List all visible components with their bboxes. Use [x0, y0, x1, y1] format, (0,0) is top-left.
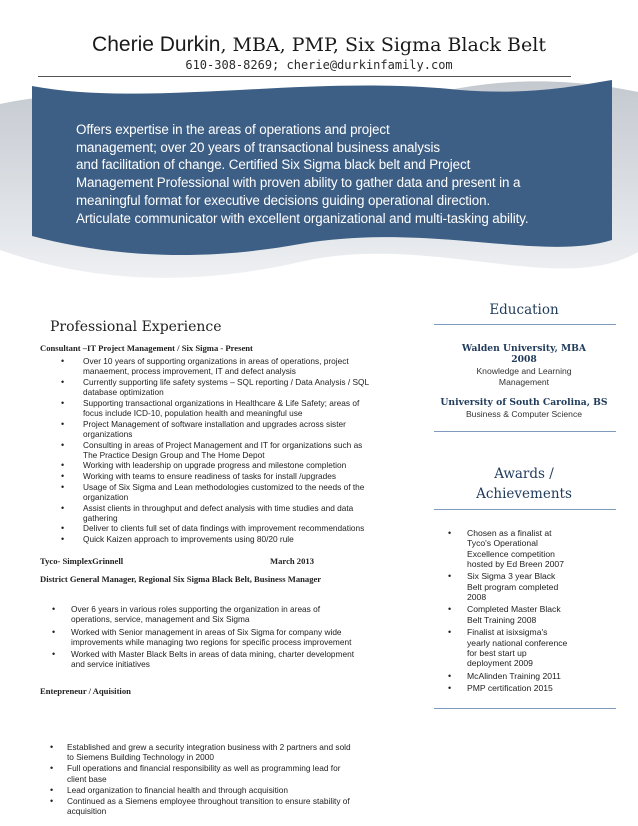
list-item: • Working with leadership on upgrade progress and milestone completion — [83, 460, 423, 470]
school-detail: Knowledge and Learning Management — [476, 366, 572, 387]
list-item: • Deliver to clients full set of data findings with improvement recommendations — [83, 523, 423, 533]
awards-list — [467, 528, 617, 696]
education-heading: Education — [489, 302, 559, 318]
job1-bullets — [83, 356, 423, 545]
list-item: • Worked with Master Black Belts in areas of data mining, charter development and service initiatives — [71, 649, 421, 670]
education-divider — [434, 324, 616, 325]
list-item: • Over 10 years of supporting organizations in areas of operations, project manaement, process improvement, IT and defect analysis — [83, 356, 423, 377]
contact-info: 610-308-8269; cherie@durkinfamily.com — [185, 58, 453, 72]
job2-bullets — [71, 604, 421, 672]
list-item: • Chosen as a finalist at Tyco's Operational Excellence competition hosted by Ed Breen 2007 — [467, 528, 617, 569]
candidate-credentials: , MBA, PMP, Six Sigma Black Belt — [220, 34, 546, 56]
job2-company: Tyco- SimplexGrinnell — [40, 556, 124, 566]
summary-line: Articulate communicator with excellent organizational and multi-tasking ability. — [76, 210, 529, 226]
list-item: • Lead organization to financial health and through acquisition — [67, 785, 427, 795]
school-name: University of South Carolina, BS — [440, 397, 608, 408]
list-item: • PMP certification 2015 — [467, 683, 617, 693]
school-name: Walden University, MBA — [461, 343, 587, 354]
education-end-divider — [434, 431, 616, 432]
list-item: • Over 6 years in various roles supporting the organization in areas of operations, service, management and Six Sigma — [71, 604, 421, 625]
resume-header-name — [0, 33, 638, 57]
list-item: • Project Management of software installation and upgrades across sister organizations — [83, 419, 423, 440]
summary-line: Management Professional with proven ability to gather data and present in a — [76, 175, 521, 191]
job3-bullets — [67, 742, 427, 817]
job3-heading: Entepreneur / Aquisition — [40, 686, 131, 696]
list-item: • Quick Kaizen approach to improvements using 80/20 rule — [83, 534, 423, 544]
list-item: • Six Sigma 3 year Black Belt program completed 2008 — [467, 571, 617, 602]
summary-line: Offers expertise in the areas of operations and project — [76, 122, 390, 137]
list-item: • Finalist at isixsigma's yearly national conference for best start up deployment 2009 — [467, 627, 617, 668]
summary-line: and facilitation of change. Certified Six Sigma black belt and Project — [76, 157, 471, 173]
list-item: • Full operations and financial responsibility as well as programming lead for client base — [67, 763, 427, 784]
list-item: • Usage of Six Sigma and Lean methodologies customized to the needs of the organization — [83, 482, 423, 503]
list-item: • Working with teams to ensure readiness of tasks for install /upgrades — [83, 471, 423, 481]
list-item: • Supporting transactional organizations in Healthcare & Life Safety; areas of focus include ICD-10, population health and meaningful use — [83, 398, 423, 419]
awards-heading-line1: Awards / — [494, 466, 554, 482]
list-item: • McAlinden Training 2011 — [467, 671, 617, 681]
professional-summary — [76, 121, 606, 227]
list-item: • Assist clients in throughput and defect analysis with time studies and data gathering — [83, 503, 423, 524]
job2-title: District General Manager, Regional Six Sigma Black Belt, Business Manager — [40, 574, 322, 584]
experience-heading: Professional Experience — [50, 319, 222, 335]
list-item: • Consulting in areas of Project Management and IT for organizations such as The Practice Design Group and The Home Depot — [83, 440, 423, 461]
list-item: • Worked with Senior management in areas of Six Sigma for company wide improvements while managing two regions for specific process improvement — [71, 627, 421, 648]
header-divider — [38, 76, 571, 77]
awards-heading-line2: Achievements — [476, 486, 572, 502]
job1-heading: Consultant –IT Project Management / Six Sigma - Present — [40, 343, 253, 353]
school-year: 2008 — [511, 354, 537, 365]
school-detail: Business & Computer Science — [465, 409, 583, 419]
summary-line: management; over 20 years of transactional business analysis — [76, 139, 440, 155]
list-item: • Currently supporting life safety systems – SQL reporting / Data Analysis / SQL database optimization — [83, 377, 423, 398]
list-item: • Completed Master Black Belt Training 2008 — [467, 604, 617, 625]
list-item: • Established and grew a security integration business with 2 partners and sold to Siemens Building Technology in 2000 — [67, 742, 427, 763]
candidate-name: Cherie Durkin — [92, 33, 221, 56]
job2-date: March 2013 — [270, 556, 314, 566]
list-item: • Continued as a Siemens employee throughout transition to ensure stability of acquisition — [67, 796, 427, 806]
awards-divider — [434, 509, 616, 510]
awards-end-divider — [434, 708, 616, 709]
summary-line: meaningful format for executive decisions guiding operational direction. — [76, 192, 491, 208]
